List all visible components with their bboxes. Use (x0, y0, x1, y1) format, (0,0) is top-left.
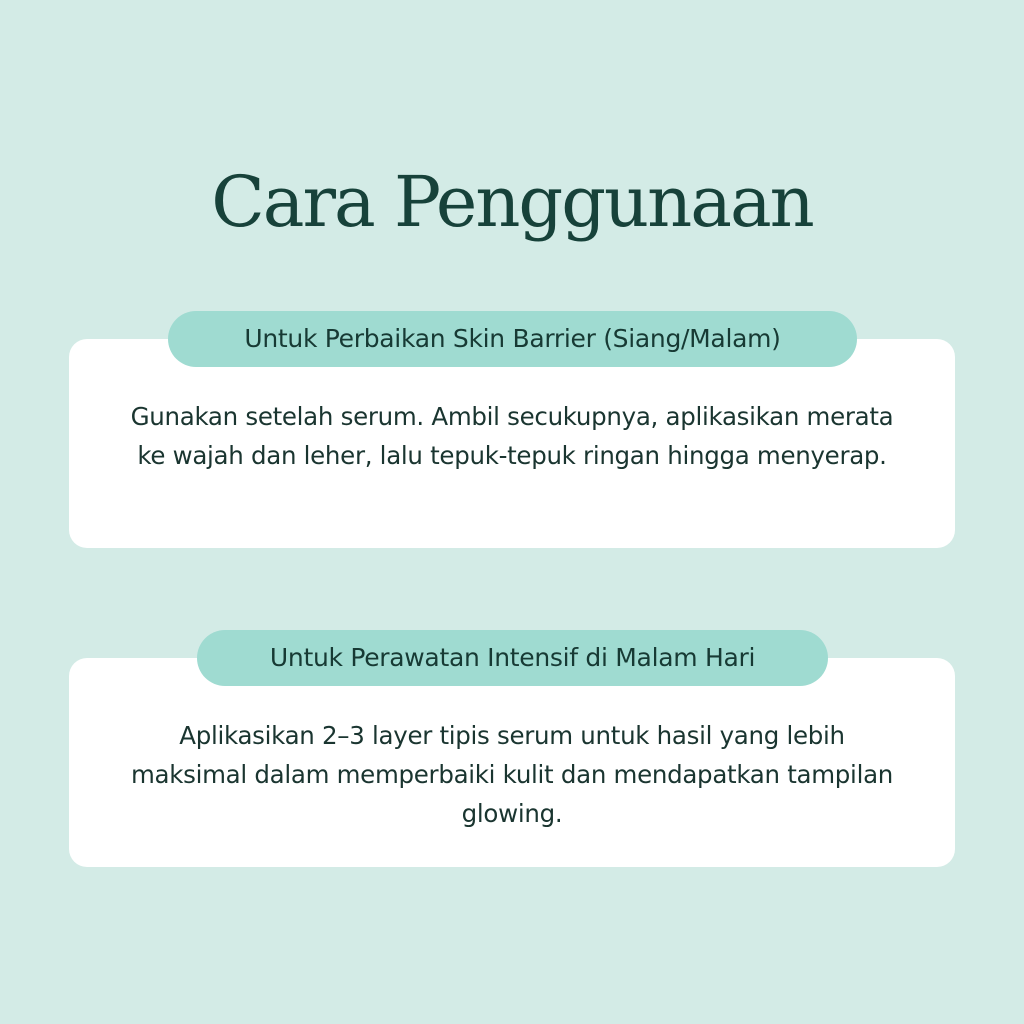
text-line: maksimal dalam memperbaiki kulit dan mendapatkan tampilan (130, 760, 894, 789)
section-label-intensive-night: Untuk Perawatan Intensif di Malam Hari (197, 630, 828, 686)
text-line: Aplikasikan 2–3 layer tipis serum untuk hasil yang lebih (179, 721, 845, 750)
section-label-skin-barrier: Untuk Perbaikan Skin Barrier (Siang/Malam) (168, 311, 857, 367)
usage-card-skin-barrier (69, 339, 955, 548)
text-line: Gunakan setelah serum. Ambil secukupnya, aplikasikan merata (130, 402, 894, 431)
usage-card-intensive-night-text (69, 716, 955, 833)
text-line: glowing. (461, 799, 563, 828)
usage-card-skin-barrier-text (69, 397, 955, 475)
page-title: Cara Penggunaan (211, 161, 813, 243)
usage-card-intensive-night (69, 658, 955, 867)
text-line: ke wajah dan leher, lalu tepuk-tepuk ringan hingga menyerap. (137, 441, 887, 470)
